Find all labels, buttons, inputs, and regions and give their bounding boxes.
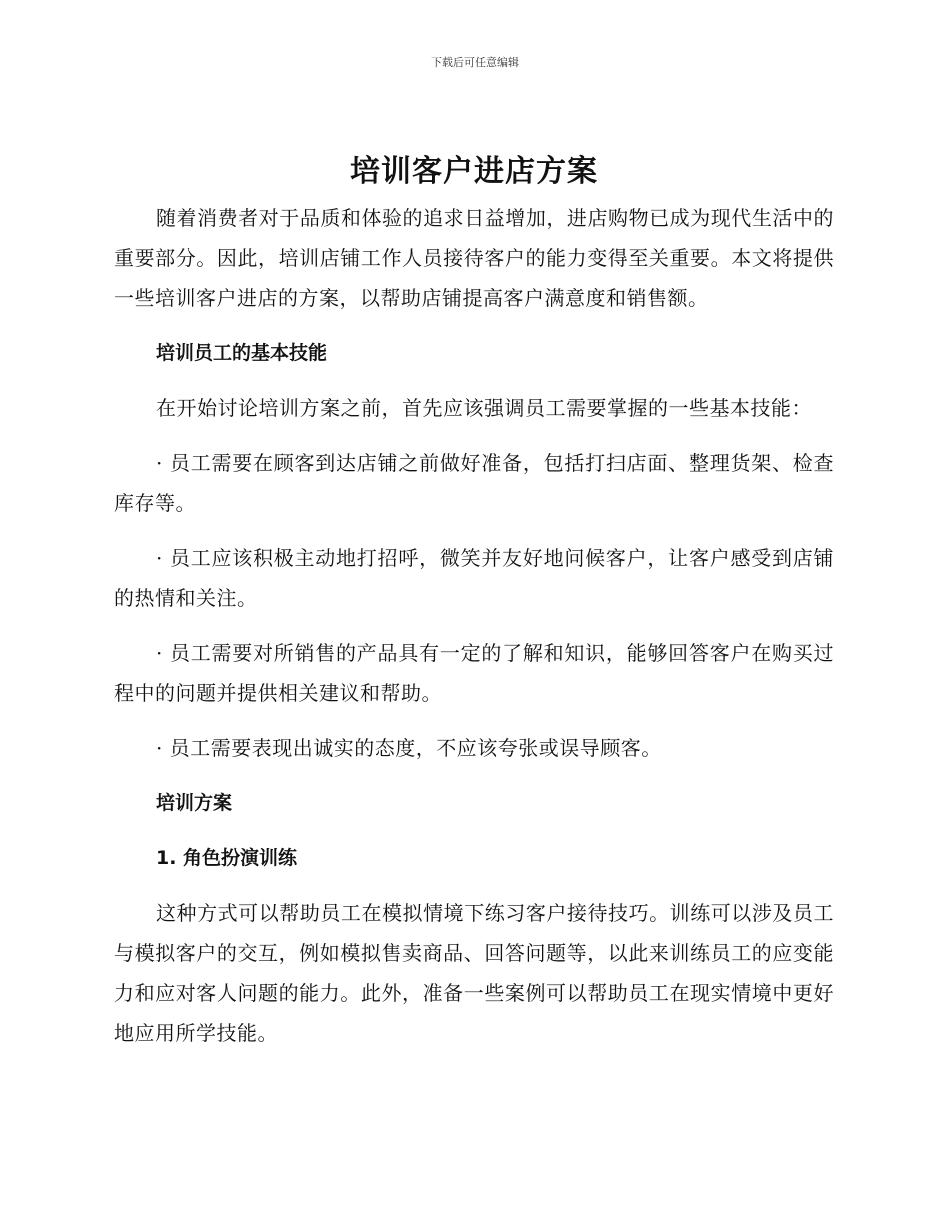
subsection-heading-role-play: 1. 角色扮演训练 <box>156 847 298 869</box>
document-body <box>114 148 834 1053</box>
bullet-item: · 员工需要在顾客到达店铺之前做好准备，包括打扫店面、整理货架、检查库存等。 <box>114 451 834 515</box>
basic-skills-lead: 在开始讨论培训方案之前，首先应该强调员工需要掌握的一些基本技能： <box>156 396 812 420</box>
page-header-note: 下载后可任意编辑 <box>431 56 519 69</box>
bullet-item: · 员工需要对所销售的产品具有一定的了解和知识，能够回答客户在购买过程中的问题并提供相关建议和帮助。 <box>114 641 834 705</box>
bullet-item: · 员工应该积极主动地打招呼，微笑并友好地问候客户，让客户感受到店铺的热情和关注。 <box>114 546 834 610</box>
document-title: 培训客户进店方案 <box>350 154 598 189</box>
role-play-paragraph: 这种方式可以帮助员工在模拟情境下练习客户接待技巧。训练可以涉及员工与模拟客户的交互，例如模拟售卖商品、回答问题等，以此来训练员工的应变能力和应对客人问题的能力。此外，准备一些案例可以帮助员工在现实情境中更好地应用所学技能。 <box>114 901 834 1045</box>
section-heading-training-plan: 培训方案 <box>156 792 233 814</box>
intro-paragraph: 随着消费者对于品质和体验的追求日益增加，进店购物已成为现代生活中的重要部分。因此，培训店铺工作人员接待客户的能力变得至关重要。本文将提供一些培训客户进店的方案，以帮助店铺提高客户满意度和销售额。 <box>114 206 834 310</box>
section-heading-basic-skills: 培训员工的基本技能 <box>156 342 328 364</box>
bullet-item: · 员工需要表现出诚实的态度，不应该夸张或误导顾客。 <box>156 736 662 760</box>
